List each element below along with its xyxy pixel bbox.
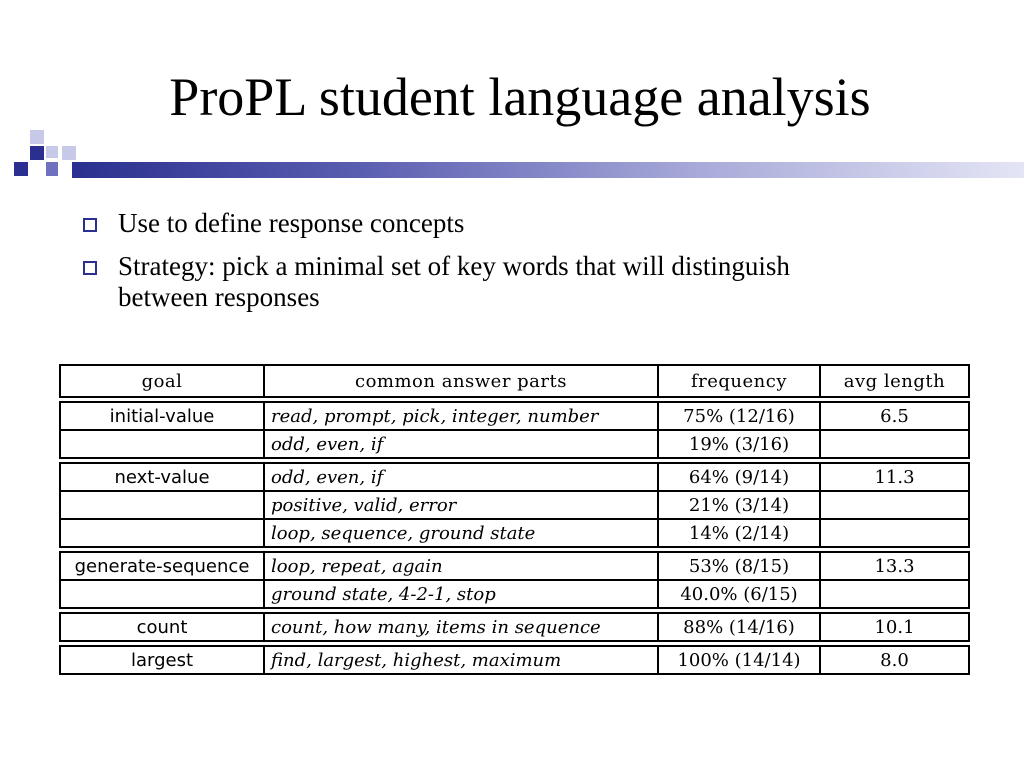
- frequency-cell: 14% (2/14): [658, 519, 820, 547]
- table-row: [60, 646, 969, 674]
- avg-length-cell: [820, 491, 969, 519]
- table-row: [60, 519, 969, 547]
- answer-parts-cell: odd, even, if: [264, 430, 658, 458]
- table-row: [60, 402, 969, 430]
- answer-parts-cell: loop, repeat, again: [264, 552, 658, 580]
- frequency-cell: 53% (8/15): [658, 552, 820, 580]
- language-analysis-table: [59, 364, 970, 675]
- hollow-square-bullet-icon: [83, 218, 97, 232]
- answer-parts-cell: odd, even, if: [264, 463, 658, 491]
- avg-length-cell: [820, 580, 969, 608]
- corner-square-decoration: [46, 162, 58, 176]
- answer-parts-cell: loop, sequence, ground state: [264, 519, 658, 547]
- corner-square-decoration: [46, 146, 58, 158]
- bullet-text: Strategy: pick a minimal set of key words that will distinguish between responses: [118, 251, 790, 312]
- frequency-cell: 21% (3/14): [658, 491, 820, 519]
- header-goal: goal: [60, 365, 264, 397]
- header-common-answer-parts: common answer parts: [264, 365, 658, 397]
- goal-cell: [60, 491, 264, 519]
- corner-square-decoration: [14, 162, 28, 176]
- hollow-square-bullet-icon: [83, 261, 97, 275]
- table-row: [60, 491, 969, 519]
- frequency-cell: 75% (12/16): [658, 402, 820, 430]
- avg-length-cell: 11.3: [820, 463, 969, 491]
- frequency-cell: 19% (3/16): [658, 430, 820, 458]
- header-frequency: frequency: [658, 365, 820, 397]
- avg-length-cell: [820, 430, 969, 458]
- title-gradient-bar: [72, 162, 1024, 178]
- goal-cell: [60, 580, 264, 608]
- avg-length-cell: [820, 519, 969, 547]
- answer-parts-cell: read, prompt, pick, integer, number: [264, 402, 658, 430]
- table-row: [60, 580, 969, 608]
- avg-length-cell: 8.0: [820, 646, 969, 674]
- corner-square-decoration: [30, 130, 44, 144]
- bullet-list: [80, 208, 840, 325]
- goal-cell: generate-sequence: [60, 552, 264, 580]
- goal-cell: count: [60, 613, 264, 641]
- answer-parts-cell: count, how many, items in sequence: [264, 613, 658, 641]
- bullet-item: [80, 251, 840, 313]
- goal-cell: largest: [60, 646, 264, 674]
- corner-square-decoration: [62, 146, 76, 160]
- table-header-row: [60, 365, 969, 397]
- frequency-cell: 100% (14/14): [658, 646, 820, 674]
- answer-parts-cell: positive, valid, error: [264, 491, 658, 519]
- goal-cell: next-value: [60, 463, 264, 491]
- goal-cell: [60, 430, 264, 458]
- avg-length-cell: 10.1: [820, 613, 969, 641]
- avg-length-cell: 6.5: [820, 402, 969, 430]
- frequency-cell: 40.0% (6/15): [658, 580, 820, 608]
- bullet-item: [80, 208, 840, 239]
- table-row: [60, 613, 969, 641]
- slide-title: ProPL student language analysis: [169, 67, 871, 127]
- table-row: [60, 552, 969, 580]
- answer-parts-cell: find, largest, highest, maximum: [264, 646, 658, 674]
- goal-cell: initial-value: [60, 402, 264, 430]
- answer-parts-cell: ground state, 4-2-1, stop: [264, 580, 658, 608]
- frequency-cell: 64% (9/14): [658, 463, 820, 491]
- bullet-text: Use to define response concepts: [118, 208, 465, 238]
- table-row: [60, 463, 969, 491]
- header-avg-length: avg length: [820, 365, 969, 397]
- avg-length-cell: 13.3: [820, 552, 969, 580]
- corner-square-decoration: [30, 146, 44, 160]
- frequency-cell: 88% (14/16): [658, 613, 820, 641]
- table-row: [60, 430, 969, 458]
- goal-cell: [60, 519, 264, 547]
